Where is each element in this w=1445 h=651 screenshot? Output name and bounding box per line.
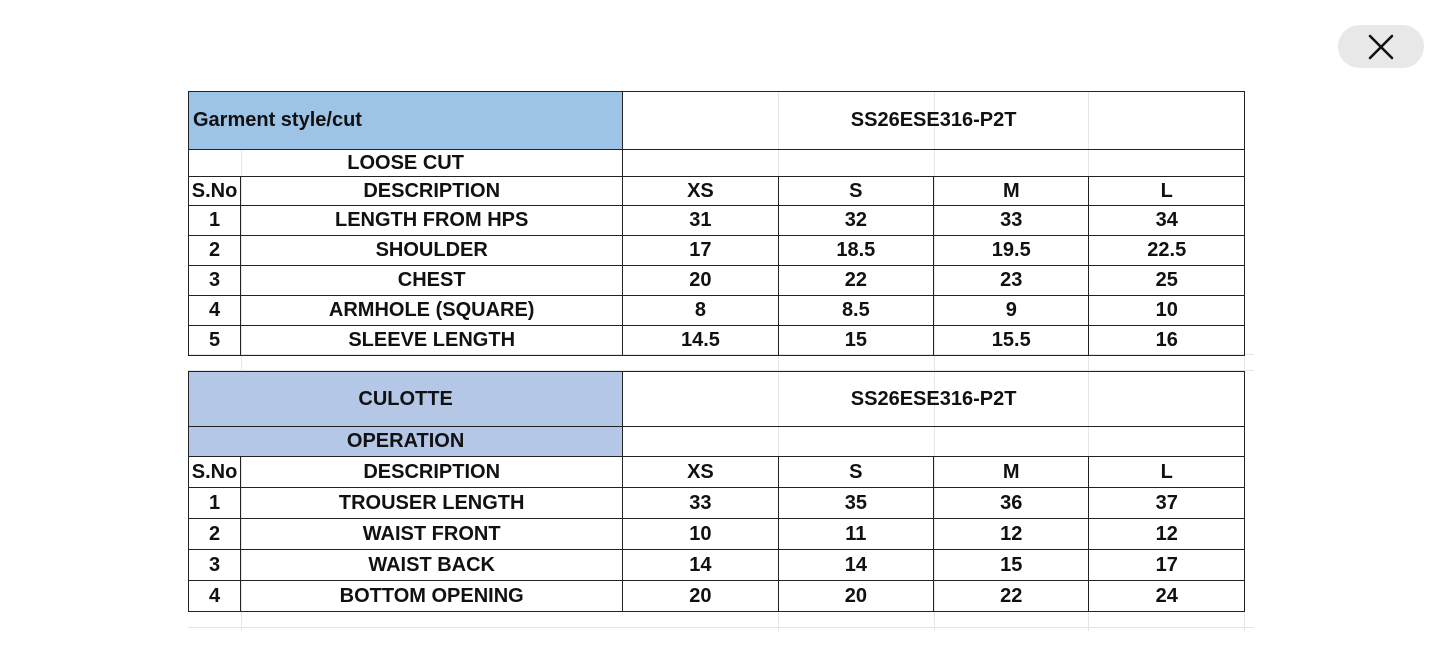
garment-style-label: Garment style/cut	[189, 92, 623, 150]
close-button[interactable]	[1338, 25, 1424, 68]
table-row	[189, 519, 1245, 550]
table-row	[189, 266, 1245, 296]
cell-m: 33	[934, 206, 1089, 236]
cell-m: 12	[934, 519, 1089, 550]
col-header-l: L	[1089, 457, 1245, 488]
cell-sno: 5	[189, 326, 241, 356]
close-icon	[1368, 34, 1394, 60]
cell-description: LENGTH FROM HPS	[241, 206, 623, 236]
col-header-s: S	[778, 457, 933, 488]
cell-sno: 4	[189, 581, 241, 612]
cell-m: 15	[934, 550, 1089, 581]
cell-m: 23	[934, 266, 1089, 296]
cell-description: CHEST	[241, 266, 623, 296]
table-row	[189, 488, 1245, 519]
cell-xs: 33	[623, 488, 778, 519]
cell-description: TROUSER LENGTH	[241, 488, 623, 519]
cell-xs: 31	[623, 206, 778, 236]
table-header-row	[189, 457, 1245, 488]
cell-l: 17	[1089, 550, 1245, 581]
table-row	[189, 550, 1245, 581]
col-header-s: S	[778, 177, 933, 206]
size-spec-sheet	[188, 91, 1246, 631]
cell-description: ARMHOLE (SQUARE)	[241, 296, 623, 326]
size-table-loose-cut	[188, 91, 1245, 356]
cell-s: 32	[778, 206, 933, 236]
cell-description: SHOULDER	[241, 236, 623, 266]
cell-xs: 14.5	[623, 326, 778, 356]
cell-l: 10	[1089, 296, 1245, 326]
cell-description: BOTTOM OPENING	[241, 581, 623, 612]
col-header-xs: XS	[623, 457, 778, 488]
cell-sno: 3	[189, 550, 241, 581]
cell-m: 9	[934, 296, 1089, 326]
cell-s: 8.5	[778, 296, 933, 326]
cell-xs: 10	[623, 519, 778, 550]
col-header-xs: XS	[623, 177, 778, 206]
col-header-description: DESCRIPTION	[241, 457, 623, 488]
operation-subtitle: OPERATION	[189, 427, 623, 457]
table-row	[189, 326, 1245, 356]
cell-m: 22	[934, 581, 1089, 612]
culotte-title: CULOTTE	[189, 372, 623, 427]
cell-l: 25	[1089, 266, 1245, 296]
cut-subtitle: LOOSE CUT	[189, 150, 623, 177]
col-header-sno: S.No	[189, 457, 241, 488]
cell-s: 35	[778, 488, 933, 519]
cell-xs: 20	[623, 266, 778, 296]
size-table-culotte	[188, 371, 1245, 612]
table-header-row	[189, 177, 1245, 206]
table-row	[189, 236, 1245, 266]
table-row	[189, 581, 1245, 612]
cell-l: 37	[1089, 488, 1245, 519]
col-header-m: M	[934, 457, 1089, 488]
col-header-sno: S.No	[189, 177, 241, 206]
cell-s: 20	[778, 581, 933, 612]
cell-m: 19.5	[934, 236, 1089, 266]
cell-m: 36	[934, 488, 1089, 519]
cell-sno: 1	[189, 488, 241, 519]
table-row	[189, 206, 1245, 236]
cell-xs: 8	[623, 296, 778, 326]
style-code: SS26ESE316-P2T	[623, 92, 1245, 150]
cell-l: 34	[1089, 206, 1245, 236]
cell-s: 14	[778, 550, 933, 581]
col-header-description: DESCRIPTION	[241, 177, 623, 206]
cell-xs: 20	[623, 581, 778, 612]
cell-s: 15	[778, 326, 933, 356]
cell-l: 24	[1089, 581, 1245, 612]
cell-l: 12	[1089, 519, 1245, 550]
cell-sno: 3	[189, 266, 241, 296]
cell-sno: 2	[189, 519, 241, 550]
cell-sno: 1	[189, 206, 241, 236]
cell-xs: 14	[623, 550, 778, 581]
cell-s: 18.5	[778, 236, 933, 266]
style-code: SS26ESE316-P2T	[623, 372, 1245, 427]
cell-description: WAIST BACK	[241, 550, 623, 581]
table-row	[189, 296, 1245, 326]
cell-xs: 17	[623, 236, 778, 266]
cell-s: 22	[778, 266, 933, 296]
cell-s: 11	[778, 519, 933, 550]
cell-description: SLEEVE LENGTH	[241, 326, 623, 356]
cell-m: 15.5	[934, 326, 1089, 356]
cell-sno: 2	[189, 236, 241, 266]
col-header-l: L	[1089, 177, 1245, 206]
cell-description: WAIST FRONT	[241, 519, 623, 550]
cell-l: 16	[1089, 326, 1245, 356]
cell-sno: 4	[189, 296, 241, 326]
col-header-m: M	[934, 177, 1089, 206]
cell-l: 22.5	[1089, 236, 1245, 266]
